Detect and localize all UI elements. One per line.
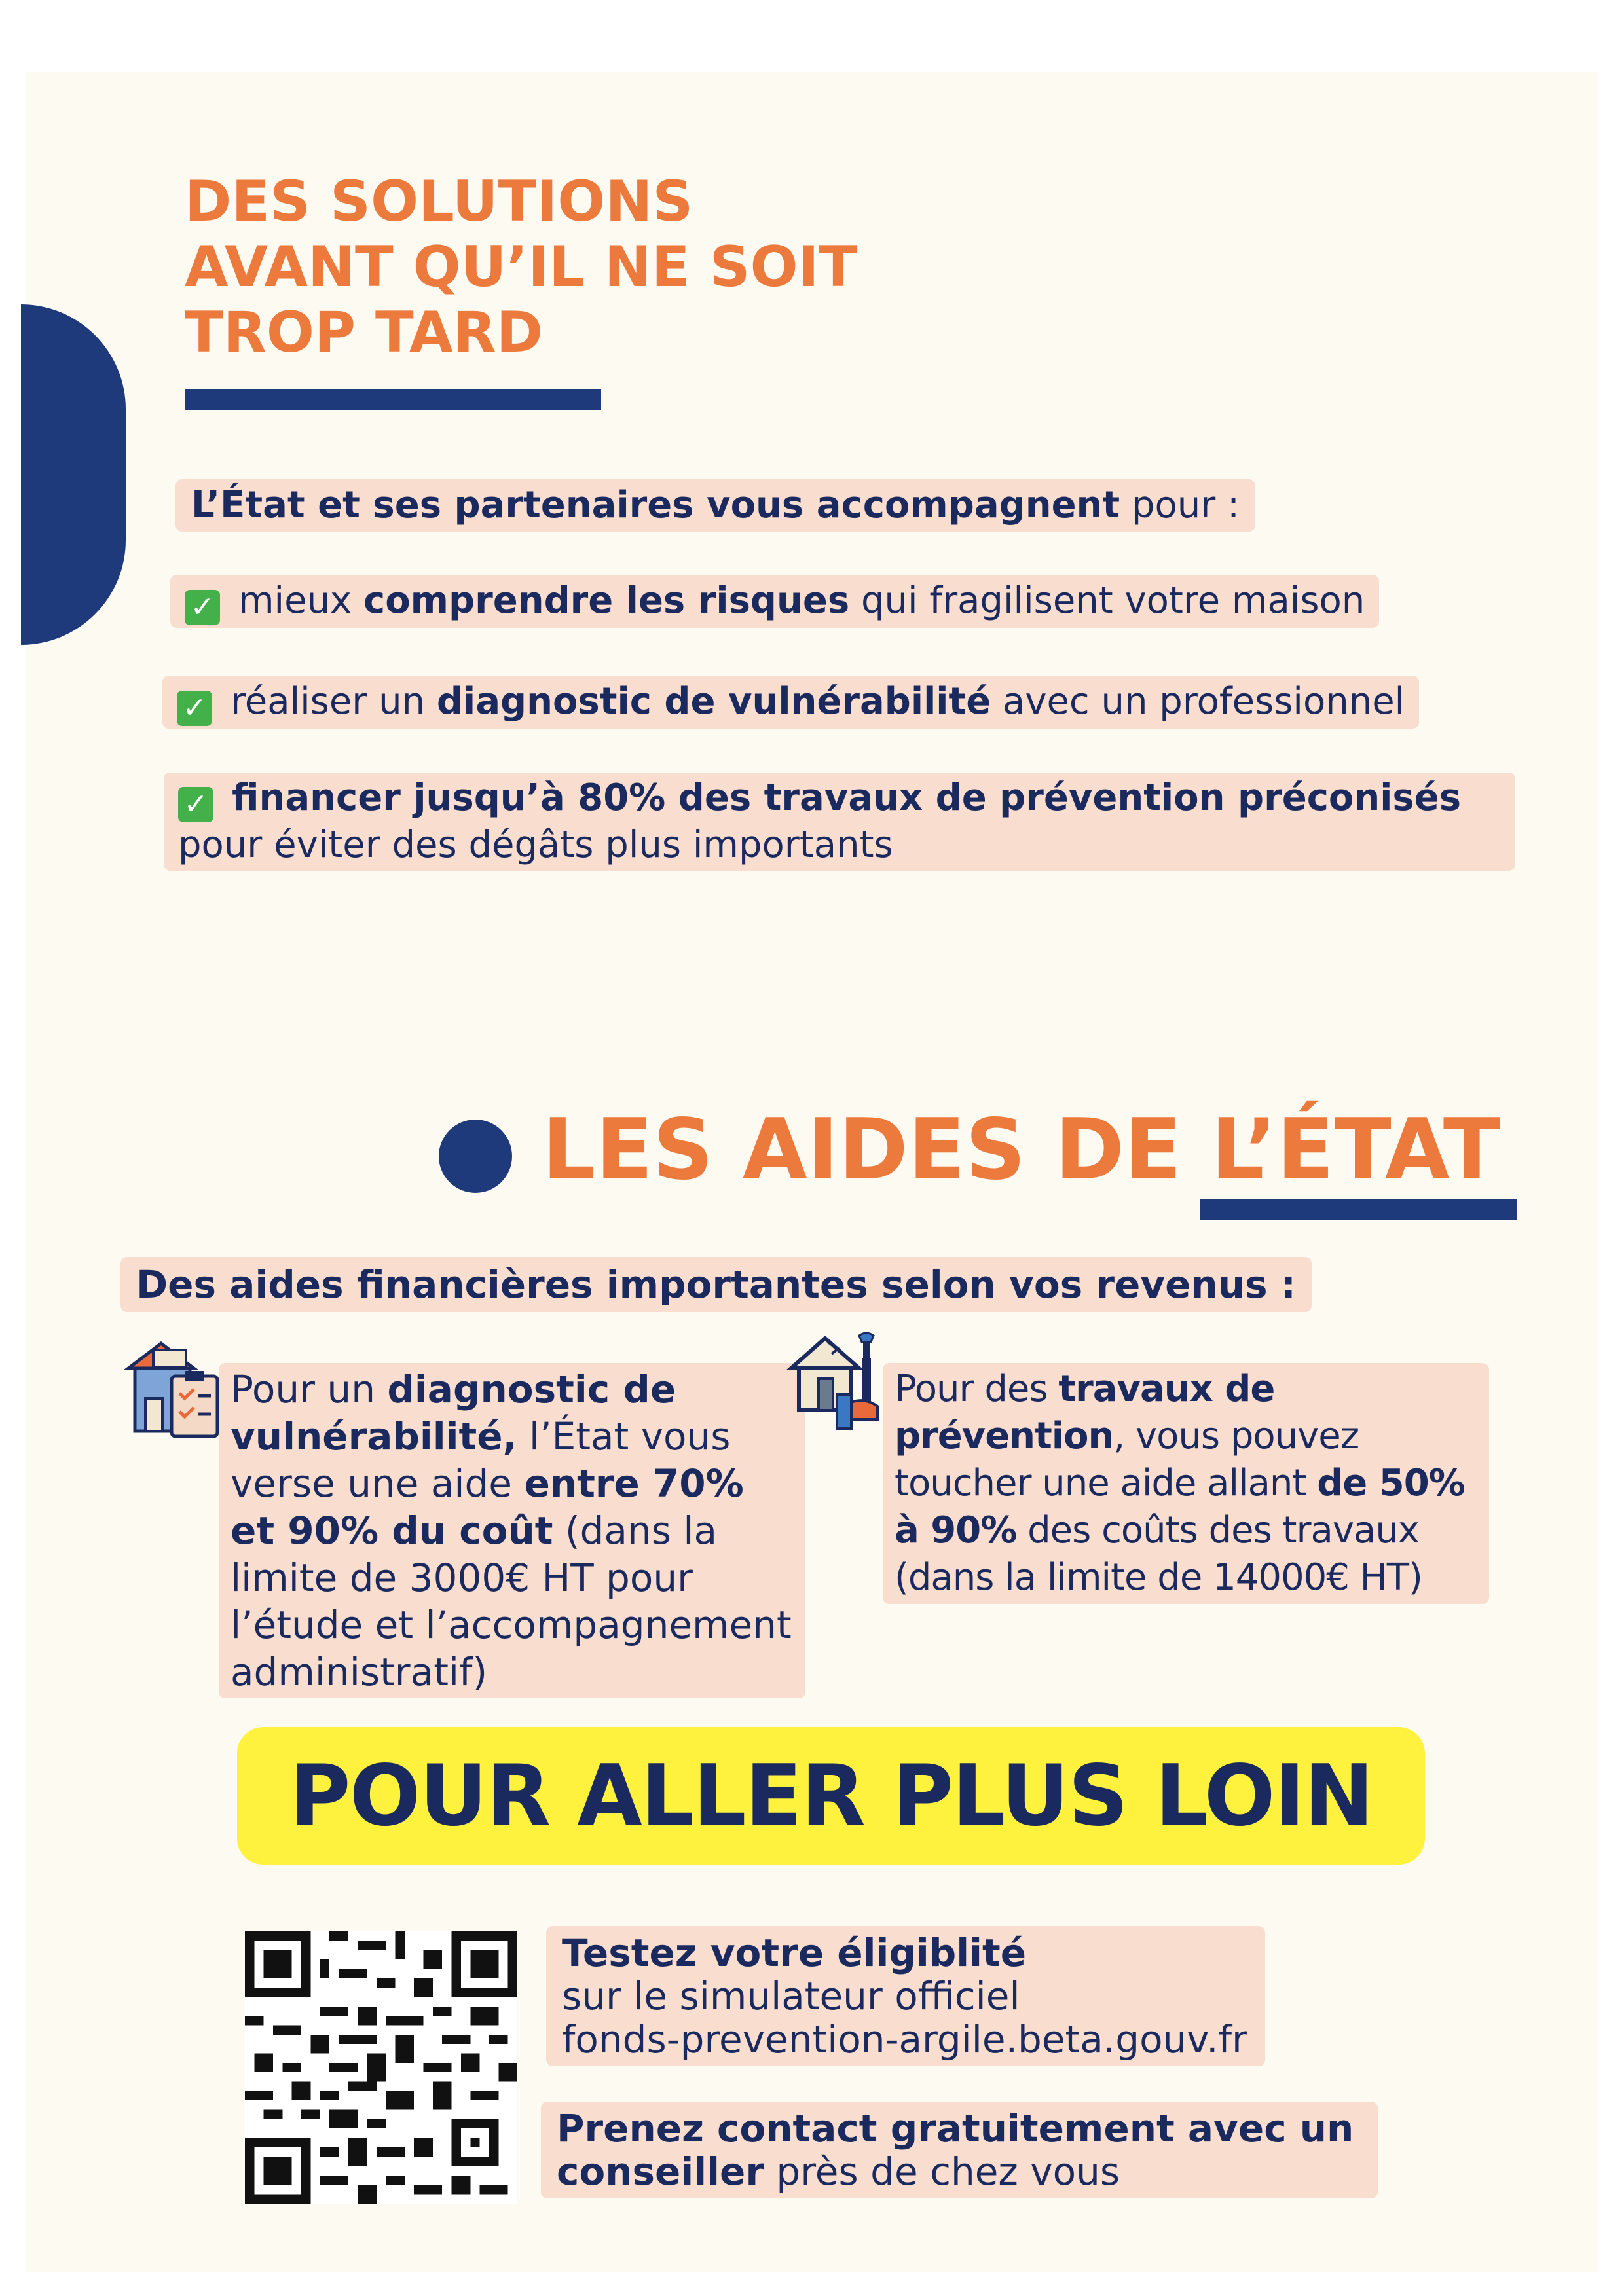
intro-text [175,479,1255,532]
check-icon: ✓ [185,590,220,625]
aid-text: des coûts des travaux (dans la limite de 14000€ HT) [895,1509,1422,1599]
contact-bold: Prenez contact gratuitement avec un [557,2106,1354,2151]
bullet-text: qui fragilisent votre maison [849,579,1365,622]
contact-text [541,2102,1378,2198]
aid-travaux-text [883,1363,1489,1604]
simulator-link[interactable]: fonds-prevention-argile.beta.gouv.fr [562,2017,1247,2062]
aid-text: l’État vous verse une aide [231,1414,731,1506]
house-checklist-icon [115,1330,227,1442]
section-title: LES AIDES DE L’ÉTAT [542,1101,1501,1199]
aid-bold: travaux de prévention [895,1368,1275,1457]
bullet-text: réaliser un [231,680,437,723]
aid-bold: diagnostic de vulnérabilité, [231,1367,676,1459]
qr-code-icon[interactable] [245,1931,517,2204]
eligibility-line2: sur le simulateur officiel [562,1974,1020,2018]
eligibility-bold: Testez votre éligiblité [562,1931,1027,1975]
bullet-text: avec un professionnel [991,680,1405,723]
contact-rest: près de chez vous [764,2149,1120,2194]
aid-text: Pour un [231,1367,388,1412]
intro-rest: pour : [1120,484,1240,526]
cta-text: POUR ALLER PLUS LOIN [289,1747,1373,1845]
title-line-2: AVANT QU’IL NE SOIT [185,234,858,300]
decorative-half-circle [21,304,126,645]
section-underline [1200,1199,1517,1220]
page-title [185,169,1036,365]
bullet-bold: diagnostic de vulnérabilité [436,680,991,723]
bullet-understand-risks [170,575,1379,628]
title-line-3: TROP TARD [185,300,544,365]
intro-bold: L’État et ses partenaires vous accompagnent [191,484,1120,526]
bullet-diagnostic [162,676,1419,729]
aid-bold: entre 70% et 90% du coût [231,1461,744,1553]
bullet-text: pour éviter des dégâts plus importants [178,824,893,866]
check-icon: ✓ [178,787,213,822]
bullet-bold: financer jusqu’à 80% des travaux de prévention préconisés [232,776,1462,819]
cta-banner [237,1727,1425,1865]
aid-text: (dans la limite de 3000€ HT pour l’étude et l’accompagnement administratif) [231,1508,792,1694]
house-tools-icon [786,1329,884,1434]
title-underline [185,389,601,410]
bullet-financing [164,773,1515,871]
bullet-bold: comprendre les risques [363,579,850,622]
aids-subtitle: Des aides financières importantes selon vos revenus : [120,1257,1312,1312]
section-dot-icon [439,1120,512,1193]
aid-text: Pour des [895,1368,1059,1410]
eligibility-text [546,1926,1265,2066]
title-line-1: DES SOLUTIONS [185,169,693,234]
check-icon: ✓ [177,691,212,726]
bullet-text: mieux [238,579,363,622]
aid-text: , vous pouvez toucher une aide allant [895,1415,1359,1504]
aid-bold: de 50% à 90% [895,1462,1465,1552]
aid-diagnostic-text [219,1363,805,1698]
contact-bold-2: conseiller [557,2149,764,2194]
